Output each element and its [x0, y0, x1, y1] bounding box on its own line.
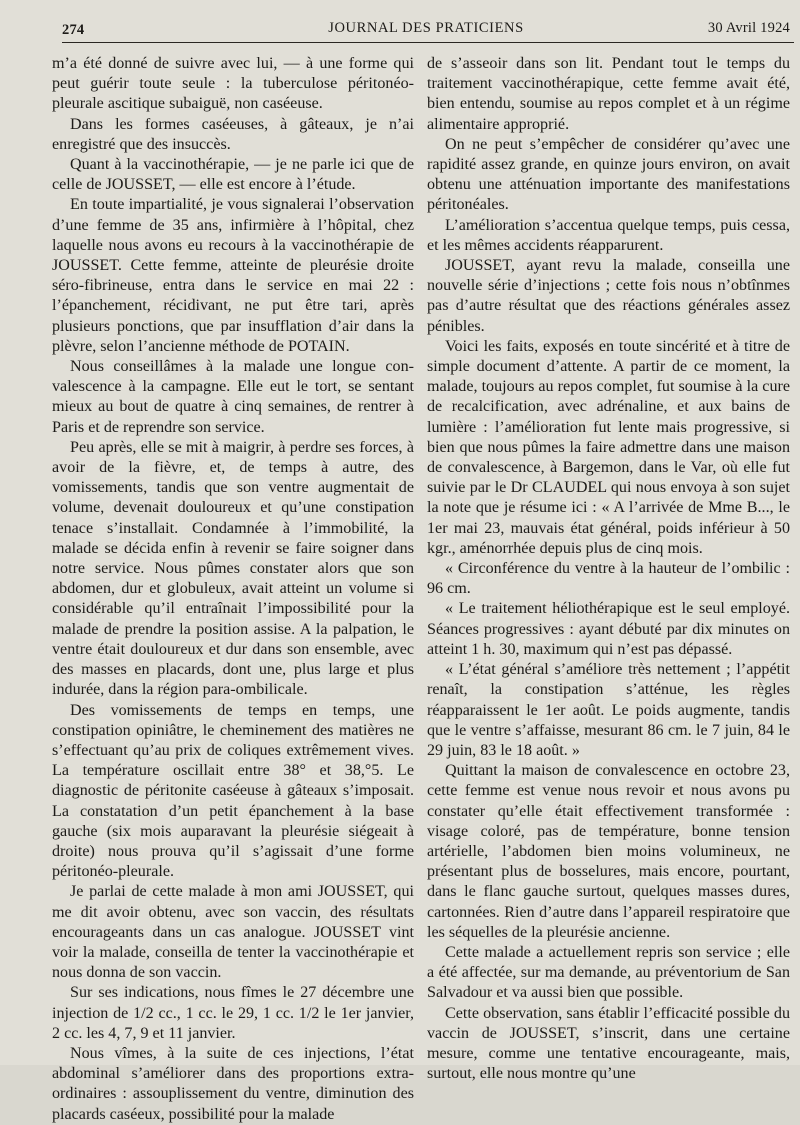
paragraph: Nous conseillâmes à la malade une longue convalescence à la campagne. Elle eut le tort, se sentant mieux au bout de quatre à cinq semaines, de rentrer à Paris et de reprendre son service. [52, 358, 414, 436]
paragraph: L’amélioration s’accentua quelque temps, puis cessa, et les mêmes accidents réapparurent. [427, 216, 790, 254]
header-rule [62, 42, 794, 43]
paragraph: Quant à la vaccinothérapie, — je ne parle ici que de celle de JOUSSET, — elle est encore à l’étude. [52, 156, 414, 194]
running-header [62, 14, 790, 36]
page-number: 274 [62, 22, 85, 38]
paragraph: Voici les faits, exposés en toute sincérité et à titre de simple document d’attente. A partir de ce moment, la malade, toujours au repos complet, fut soumise à la cure de recalcification, avec adrénaline, et aux bains de lumière : l’amélioration fut lente mais progressive, si bien que nous pûmes la faire admettre dans une maison de convalescence, à Bargemon, dans le Var, où elle fut suivie par le Dr CLAUDEL qui nous envoya à son sujet la note que je résume ici : « A l’arrivée de Mme B..., le 1er mai 23, mauvais état général, poids inférieur à 50 kgr., aménorrhée depuis plus de cinq mois. [427, 337, 790, 557]
journal-title: JOURNAL DES PRATICIENS [328, 20, 524, 36]
left-column [52, 54, 414, 1123]
right-column [427, 54, 790, 1083]
paragraph: « Le traitement héliothérapique est le seul employé. Séances progressives : ayant débuté par dix minutes on atteint 1 h. 30, maximum qui n’est pas dépassé. [427, 600, 790, 658]
paragraph: m’a été donné de suivre avec lui, — à une forme qui peut guérir toute seule : la tuberculose péritonéo-pleurale ascitique subaiguë, non caséeuse. [52, 55, 414, 113]
paragraph: Sur ses indications, nous fîmes le 27 décembre une injection de 1/2 cc., 1 cc. le 29, 1 cc. 1/2 le 1er janvier, 2 cc. les 4, 7, 9 et 11 janvier. [52, 984, 414, 1042]
paragraph: Quittant la maison de convalescence en octobre 23, cette femme est venue nous revoir et nous avons pu constater qu’elle était effectivement transformée : visage coloré, pas de température, bonne tension artérielle, l’abdomen bien moins volumineux, ne présentant plus de bosselures, mais encore, pourtant, dans le flanc gauche surtout, quelques masses dures, cartonnées. Rien d’autre dans l’appareil respiratoire que les séquelles de la pleurésie ancienne. [427, 762, 790, 941]
paragraph: En toute impartialité, je vous signalerai l’observation d’une femme de 35 ans, infirmière à l’hôpital, chez laquelle nous avons eu recours à la vaccinothérapie de JOUSSET. Cette femme, atteinte de pleurésie droite séro-fibrineuse, entra dans le service en mai 22 : l’épanchement, récidivant, ne put être tari, après plusieurs ponctions, que par insufflation d’air dans la plèvre, selon l’ancienne méthode de POTAIN. [52, 196, 414, 355]
paragraph: « L’état général s’améliore très nettement ; l’appétit renaît, la constipation s’atténue, les règles réapparaissent le 1er août. Le poids augmente, tandis que le ventre s’affaisse, mesurant 86 cm. le 7 juin, 84 le 29 juin, 83 le 18 août. » [427, 661, 790, 759]
paragraph: Peu après, elle se mit à maigrir, à perdre ses forces, à avoir de la fièvre, et, de temps à autre, des vomissements, tandis que son ventre augmentait de volume, devenait douloureux et qu’une constipation tenace s’installait. Condamnée à l’immobilité, la malade se décida enfin à revenir se faire soigner dans notre service. Nous pûmes constater alors que son abdomen, dur et globuleux, avait atteint un volume si considérable qu’il entraînait l’impossibilité pour la malade de prendre la position assise. A la palpation, le ventre était douloureux et dur dans son ensemble, avec des masses en placards, dont une, plus large et plus indurée, dans la région para-ombilicale. [52, 438, 414, 699]
paragraph: JOUSSET, ayant revu la malade, conseilla une nouvelle série d’injections ; cette fois nous n’obtînmes pas d’autre résultat que des réactions générales assez pénibles. [427, 257, 790, 335]
paragraph: Cette observation, sans établir l’efficacité possible du vaccin de JOUSSET, s’inscrit, dans une certaine mesure, comme une tentative encourageante, mais, surtout, elle nous montre qu’une [427, 1004, 790, 1083]
paragraph: de s’asseoir dans son lit. Pendant tout le temps du traitement vaccinothérapique, cette femme avait été, bien entendu, soumise au repos complet et à un régime alimentaire approprié. [427, 55, 790, 133]
paragraph: « Circonférence du ventre à la hauteur de l’ombilic : 96 cm. [427, 560, 790, 598]
paragraph: On ne peut s’empêcher de considérer qu’avec une rapidité assez grande, en quinze jours environ, on avait obtenu une atténuation importante des manifestations péritonéales. [427, 135, 790, 214]
paragraph: Des vomissements de temps en temps, une constipation opiniâtre, le cheminement des matières ne s’effectuant qu’au prix de coliques extrêmement vives. La température oscillait entre 38° et 38,°5. Le diagnostic de péritonite caséeuse à gâteaux s’imposait. La constatation d’un petit épanchement à la base gauche (six mois auparavant la pleurésie siégeait à droite) nous prouva qu’il s’agissait d’une forme péritonéo-pleurale. [52, 701, 414, 881]
paragraph: Je parlai de cette malade à mon ami JOUSSET, qui me dit avoir obtenu, avec son vaccin, des résultats encourageants dans un cas analogue. JOUSSET vint voir la malade, conseilla de tenter la vaccinothérapie et nous donna de son vaccin. [52, 883, 414, 982]
article-body [52, 54, 790, 1123]
paragraph: Dans les formes caséeuses, à gâteaux, je n’ai enregistré que des insuccès. [52, 115, 414, 153]
paragraph: Cette malade a actuellement repris son service ; elle a été affectée, sur ma demande, au préventorium de San Salvadour et va aussi bien que possible. [427, 943, 790, 1002]
paragraph: Nous vîmes, à la suite de ces injections, l’état abdominal s’améliorer dans des proportions extraordinaires : assouplissement du ventre, diminution des placards caséeux, possibilité pour la malade [52, 1044, 414, 1123]
issue-date: 30 Avril 1924 [707, 20, 790, 36]
